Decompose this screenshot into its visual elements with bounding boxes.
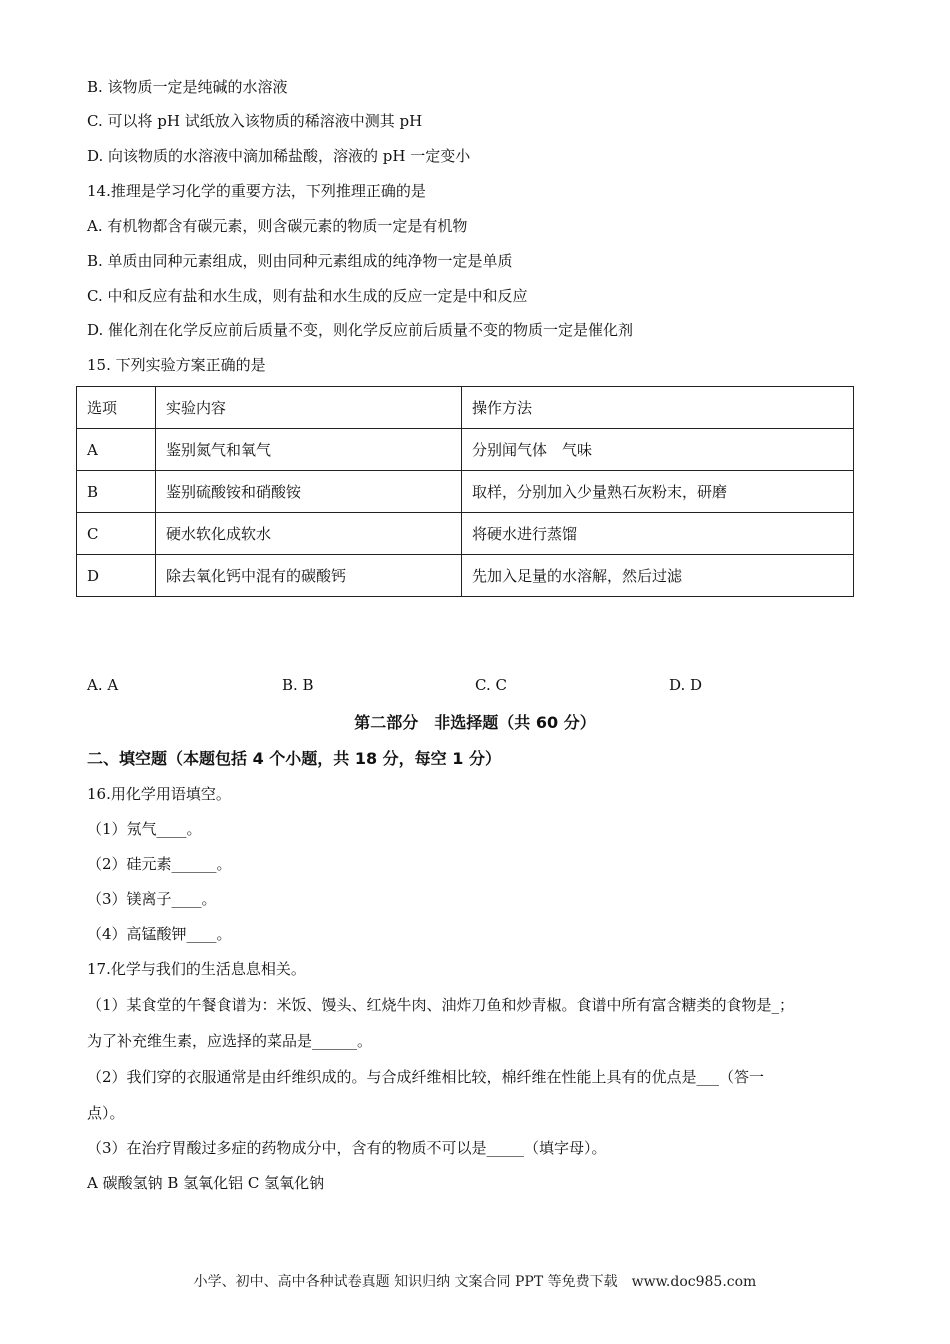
q17-part2-line2: 点）。 bbox=[87, 1104, 125, 1122]
q14-stem: 14.推理是学习化学的重要方法，下列推理正确的是 bbox=[87, 182, 426, 200]
q14-option-a: A. 有机物都含有碳元素，则含碳元素的物质一定是有机物 bbox=[87, 217, 468, 235]
q14-option-b: B. 单质由同种元素组成，则由同种元素组成的纯净物一定是单质 bbox=[87, 252, 513, 270]
table-cell: C bbox=[77, 513, 156, 555]
q15-choice-b: B. B bbox=[282, 676, 314, 694]
q17-part1-line2: 为了补充维生素，应选择的菜品是______。 bbox=[87, 1032, 373, 1050]
q14-option-c: C. 中和反应有盐和水生成，则有盐和水生成的反应一定是中和反应 bbox=[87, 287, 528, 305]
q13-option-d: D. 向该物质的水溶液中滴加稀盐酸，溶液的 pH 一定变小 bbox=[87, 147, 471, 165]
table-cell: B bbox=[77, 471, 156, 513]
table-cell: 分别闻气体 气味 bbox=[462, 429, 854, 471]
table-row bbox=[77, 429, 854, 471]
table-cell: 先加入足量的水溶解，然后过滤 bbox=[462, 555, 854, 597]
table-cell: 取样，分别加入少量熟石灰粉末，研磨 bbox=[462, 471, 854, 513]
q17-part3-options: A 碳酸氢钠 B 氢氧化铝 C 氢氧化钠 bbox=[87, 1174, 325, 1192]
table-header-cell: 选项 bbox=[77, 387, 156, 429]
page-footer: 小学、初中、高中各种试卷真题 知识归纳 文案合同 PPT 等免费下载 www.doc985.com bbox=[193, 1274, 757, 1290]
q15-choice-a: A. A bbox=[87, 676, 119, 694]
table-row bbox=[77, 513, 854, 555]
q14-option-d: D. 催化剂在化学反应前后质量不变，则化学反应前后质量不变的物质一定是催化剂 bbox=[87, 321, 634, 339]
q16-item-1: （1）氖气____。 bbox=[87, 820, 202, 838]
table-cell: 除去氧化钙中混有的碳酸钙 bbox=[156, 555, 462, 597]
q15-choice-d: D. D bbox=[669, 676, 703, 694]
q15-stem: 15. 下列实验方案正确的是 bbox=[87, 356, 266, 374]
section-two-title: 二、填空题（本题包括 4 个小题，共 18 分，每空 1 分） bbox=[87, 749, 501, 768]
q17-stem: 17.化学与我们的生活息息相关。 bbox=[87, 960, 306, 978]
table-row bbox=[77, 471, 854, 513]
table-cell: 鉴别氮气和氧气 bbox=[156, 429, 462, 471]
table-cell: 将硬水进行蒸馏 bbox=[462, 513, 854, 555]
q13-option-c: C. 可以将 pH 试纸放入该物质的稀溶液中测其 pH bbox=[87, 112, 423, 130]
q13-option-b: B. 该物质一定是纯碱的水溶液 bbox=[87, 78, 288, 96]
table-cell: A bbox=[77, 429, 156, 471]
q16-item-3: （3）镁离子____。 bbox=[87, 890, 217, 908]
q16-item-4: （4）高锰酸钾____。 bbox=[87, 925, 232, 943]
table-header-cell: 实验内容 bbox=[156, 387, 462, 429]
q15-table bbox=[76, 386, 854, 597]
table-cell: 硬水软化成软水 bbox=[156, 513, 462, 555]
table-row bbox=[77, 555, 854, 597]
table-header-row bbox=[77, 387, 854, 429]
q16-item-2: （2）硅元素______。 bbox=[87, 855, 232, 873]
part-two-title: 第二部分 非选择题（共 60 分） bbox=[354, 713, 596, 732]
q17-part3: （3）在治疗胃酸过多症的药物成分中，含有的物质不可以是_____（填字母）。 bbox=[87, 1139, 607, 1157]
table-cell: 鉴别硫酸铵和硝酸铵 bbox=[156, 471, 462, 513]
q17-part1-line1: （1）某食堂的午餐食谱为：米饭、馒头、红烧牛肉、油炸刀鱼和炒青椒。食谱中所有富含糖类的食物是_； bbox=[87, 996, 795, 1014]
q15-choice-c: C. C bbox=[475, 676, 507, 694]
table-cell: D bbox=[77, 555, 156, 597]
table-header-cell: 操作方法 bbox=[462, 387, 854, 429]
q17-part2-line1: （2）我们穿的衣服通常是由纤维织成的。与合成纤维相比较，棉纤维在性能上具有的优点是___（答一 bbox=[87, 1068, 765, 1086]
q16-stem: 16.用化学用语填空。 bbox=[87, 785, 231, 803]
